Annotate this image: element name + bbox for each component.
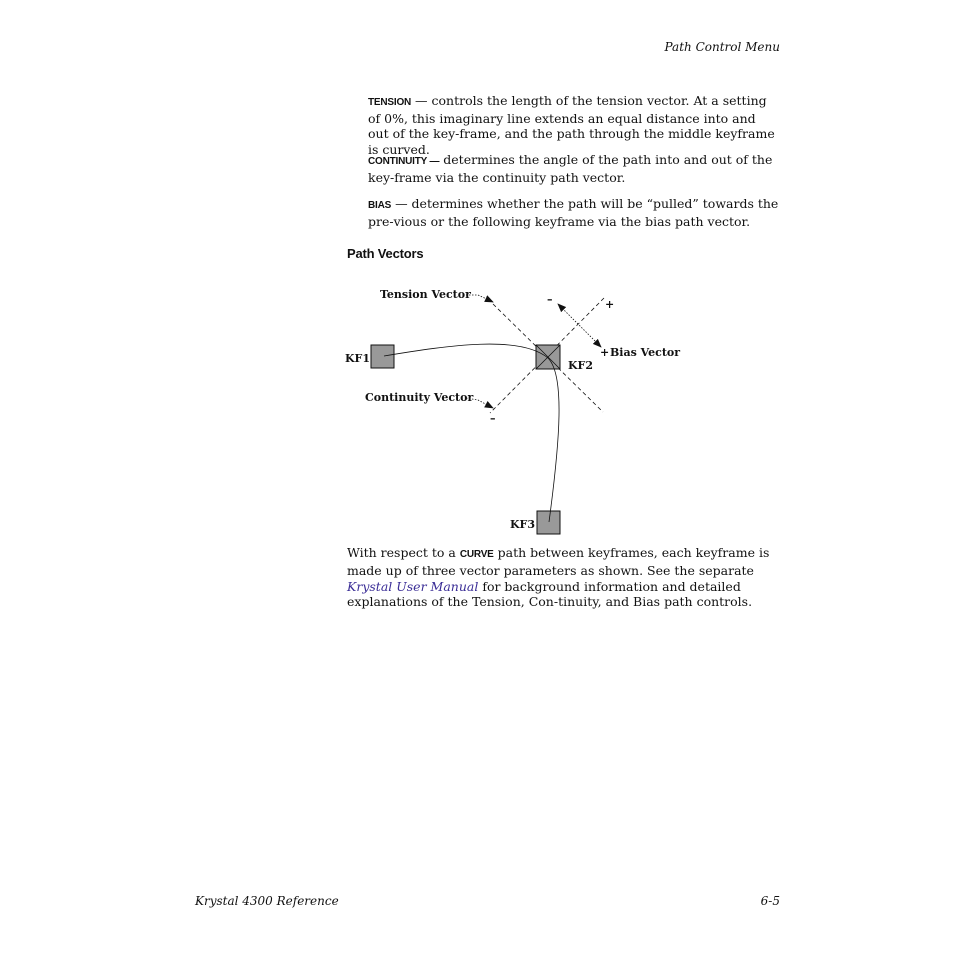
body-text-2: path between keyframes, each keyframe is made up of three vector parameters as shown. See the separate [347,545,770,578]
bias-double-arrow [558,304,601,347]
kf3-label: KF3 [510,518,536,531]
body-text-1: With respect to a [347,545,460,560]
tension-vector-label: Tension Vector [380,288,471,301]
kf1-box [371,345,394,368]
top-plus-label: + [605,298,615,311]
bottom-minus-label: – [490,412,496,425]
bias-vector-label: Bias Vector [610,346,681,359]
page-number: 6-5 [760,894,780,908]
continuity-term: CONTINUITY — [368,156,440,167]
bias-text: — determines whether the path will be “pulled” towards the pre-vious or the following keyframe via the bias path vector. [368,196,779,229]
kf3-box [537,511,560,534]
explanation-paragraph [347,545,781,610]
continuity-vector-label: Continuity Vector [365,391,474,404]
bias-plus-label: + [600,346,610,359]
bias-term: BIAS [368,200,392,211]
kf2-label: KF2 [568,359,594,372]
tension-term: TENSION [368,97,412,108]
footer-title: Krystal 4300 Reference [195,894,339,908]
curve-keyword: CURVE [459,549,494,560]
section-title: Path Vectors [347,246,424,261]
kf1-label: KF1 [345,352,371,365]
top-minus-label: – [547,293,553,306]
continuity-text: determines the angle of the path into and out of the key-frame via the continuity path vector. [368,152,773,185]
tension-text: — controls the length of the tension vector. At a setting of 0%, this imaginary line extends an equal distance into and out of the key-frame, and the path through the middle keyframe is curved. [368,93,775,157]
running-header: Path Control Menu [664,40,780,54]
manual-reference: Krystal User Manual [347,578,479,594]
keyframe-path-curve [384,344,559,522]
body-text-3: for background information and detailed explanations of the Tension, Con-tinuity, and Bias path controls. [347,578,753,610]
